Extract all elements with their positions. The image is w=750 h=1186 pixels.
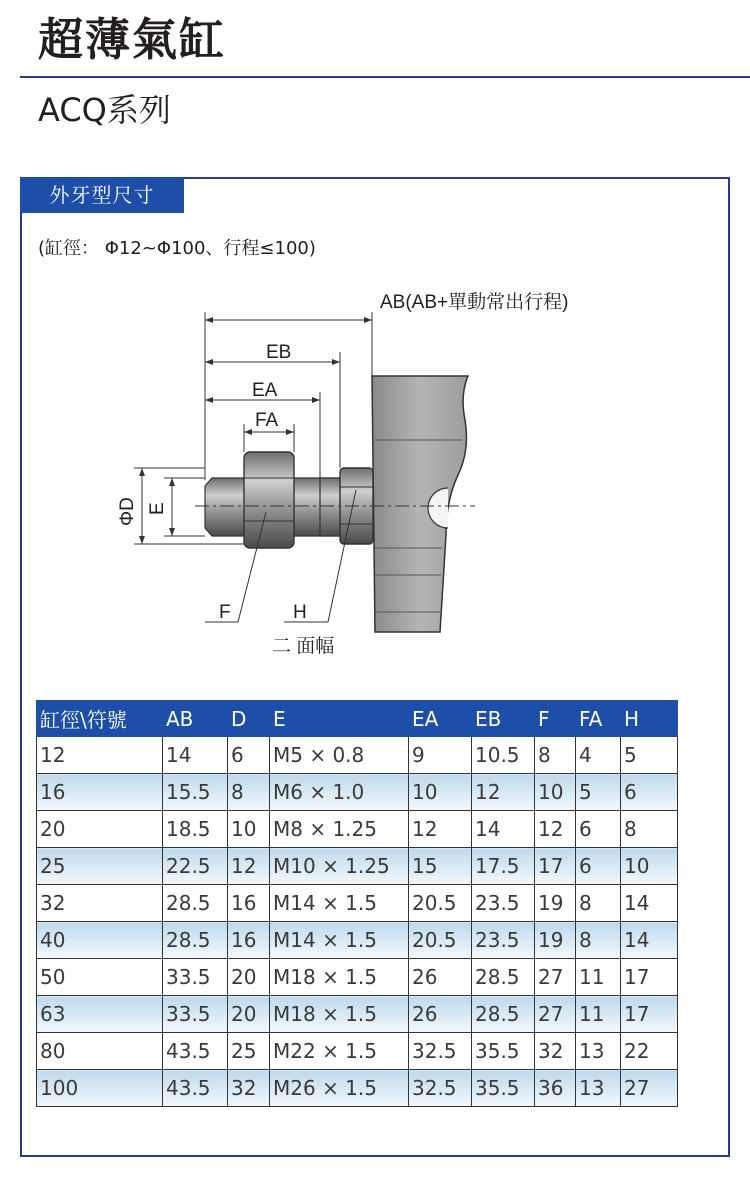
table-row [37, 811, 678, 848]
cell-ea: 9 [409, 737, 472, 774]
cell-fa: 8 [576, 922, 621, 959]
cell-eb: 28.5 [472, 996, 535, 1033]
cell-h: 17 [621, 996, 678, 1033]
cell-f: 36 [535, 1070, 576, 1107]
label-phi-d: ΦD [117, 497, 138, 526]
table-row [37, 774, 678, 811]
cell-ab: 18.5 [163, 811, 228, 848]
cell-e: M22 × 1.5 [270, 1033, 409, 1070]
cell-h: 17 [621, 959, 678, 996]
cell-fa: 11 [576, 996, 621, 1033]
cell-ab: 33.5 [163, 959, 228, 996]
cell-h: 10 [621, 848, 678, 885]
table-row [37, 1070, 678, 1107]
cell-bore: 40 [37, 922, 163, 959]
cell-bore: 12 [37, 737, 163, 774]
header-ea: EA [409, 701, 472, 737]
cell-f: 17 [535, 848, 576, 885]
cell-eb: 10.5 [472, 737, 535, 774]
label-h: H [293, 602, 307, 623]
cell-ea: 10 [409, 774, 472, 811]
cell-ab: 14 [163, 737, 228, 774]
cell-fa: 11 [576, 959, 621, 996]
table-row [37, 848, 678, 885]
bore-stroke-note: (缸徑： Φ12~Φ100、行程≤100) [38, 238, 316, 259]
cell-h: 22 [621, 1033, 678, 1070]
cell-d: 20 [228, 996, 270, 1033]
dimension-diagram [0, 280, 750, 670]
cell-d: 16 [228, 885, 270, 922]
cell-fa: 6 [576, 811, 621, 848]
label-ab: AB(AB+單動常出行程) [380, 292, 569, 313]
cell-fa: 13 [576, 1033, 621, 1070]
cell-ab: 43.5 [163, 1070, 228, 1107]
cell-f: 12 [535, 811, 576, 848]
header-h: H [621, 701, 678, 737]
table-header-row [37, 701, 678, 737]
cell-d: 10 [228, 811, 270, 848]
dimension-table [36, 700, 678, 1107]
cylinder-body-drawing [372, 376, 468, 632]
cell-h: 14 [621, 922, 678, 959]
cell-f: 19 [535, 922, 576, 959]
cell-ea: 32.5 [409, 1070, 472, 1107]
cell-e: M18 × 1.5 [270, 996, 409, 1033]
cell-eb: 23.5 [472, 922, 535, 959]
header-eb: EB [472, 701, 535, 737]
cell-ab: 15.5 [163, 774, 228, 811]
cell-eb: 23.5 [472, 885, 535, 922]
cell-ab: 33.5 [163, 996, 228, 1033]
cell-bore: 50 [37, 959, 163, 996]
header-d: D [228, 701, 270, 737]
cell-bore: 16 [37, 774, 163, 811]
cell-ea: 26 [409, 959, 472, 996]
cell-e: M14 × 1.5 [270, 885, 409, 922]
cell-fa: 13 [576, 1070, 621, 1107]
cell-bore: 20 [37, 811, 163, 848]
cell-h: 27 [621, 1070, 678, 1107]
cell-f: 8 [535, 737, 576, 774]
cell-f: 19 [535, 885, 576, 922]
cell-ea: 26 [409, 996, 472, 1033]
cell-eb: 35.5 [472, 1070, 535, 1107]
cell-h: 5 [621, 737, 678, 774]
cell-e: M8 × 1.25 [270, 811, 409, 848]
label-ea: EA [252, 380, 278, 401]
cell-bore: 80 [37, 1033, 163, 1070]
header-e: E [270, 701, 409, 737]
table-row [37, 737, 678, 774]
cell-ab: 28.5 [163, 922, 228, 959]
cell-bore: 25 [37, 848, 163, 885]
cell-fa: 8 [576, 885, 621, 922]
cell-ea: 15 [409, 848, 472, 885]
cell-ea: 20.5 [409, 922, 472, 959]
header-bore: 缸徑\符號 [37, 701, 163, 737]
table-row [37, 922, 678, 959]
section-tab: 外牙型尺寸 [20, 177, 184, 213]
table-row [37, 1033, 678, 1070]
cell-e: M18 × 1.5 [270, 959, 409, 996]
cell-eb: 14 [472, 811, 535, 848]
label-f: F [219, 602, 231, 623]
cell-h: 14 [621, 885, 678, 922]
cell-e: M5 × 0.8 [270, 737, 409, 774]
table-row [37, 885, 678, 922]
cell-e: M6 × 1.0 [270, 774, 409, 811]
cell-ea: 32.5 [409, 1033, 472, 1070]
cell-h: 6 [621, 774, 678, 811]
cell-eb: 35.5 [472, 1033, 535, 1070]
page-subtitle: ACQ系列 [38, 91, 171, 129]
cell-f: 32 [535, 1033, 576, 1070]
cell-eb: 28.5 [472, 959, 535, 996]
threaded-rod-drawing [205, 452, 373, 548]
cell-ab: 28.5 [163, 885, 228, 922]
cell-ea: 20.5 [409, 885, 472, 922]
cell-d: 16 [228, 922, 270, 959]
cell-ab: 22.5 [163, 848, 228, 885]
header-ab: AB [163, 701, 228, 737]
table-row [37, 959, 678, 996]
cell-e: M10 × 1.25 [270, 848, 409, 885]
cell-ea: 12 [409, 811, 472, 848]
cell-f: 27 [535, 959, 576, 996]
cell-h: 8 [621, 811, 678, 848]
cell-eb: 12 [472, 774, 535, 811]
label-eb: EB [266, 342, 292, 363]
cell-d: 20 [228, 959, 270, 996]
header-f: F [535, 701, 576, 737]
title-divider [20, 76, 750, 78]
label-e: E [147, 502, 168, 515]
cell-f: 27 [535, 996, 576, 1033]
cell-d: 12 [228, 848, 270, 885]
cell-fa: 6 [576, 848, 621, 885]
cell-bore: 63 [37, 996, 163, 1033]
header-fa: FA [576, 701, 621, 737]
cell-fa: 5 [576, 774, 621, 811]
label-flats: 二 面幅 [272, 636, 335, 657]
cell-e: M14 × 1.5 [270, 922, 409, 959]
cell-bore: 100 [37, 1070, 163, 1107]
cell-e: M26 × 1.5 [270, 1070, 409, 1107]
cell-d: 8 [228, 774, 270, 811]
table-row [37, 996, 678, 1033]
cell-bore: 32 [37, 885, 163, 922]
cell-eb: 17.5 [472, 848, 535, 885]
cell-d: 6 [228, 737, 270, 774]
cell-fa: 4 [576, 737, 621, 774]
label-fa: FA [255, 410, 279, 431]
cell-d: 25 [228, 1033, 270, 1070]
cell-ab: 43.5 [163, 1033, 228, 1070]
cell-d: 32 [228, 1070, 270, 1107]
page-title: 超薄氣缸 [38, 13, 227, 66]
cell-f: 10 [535, 774, 576, 811]
